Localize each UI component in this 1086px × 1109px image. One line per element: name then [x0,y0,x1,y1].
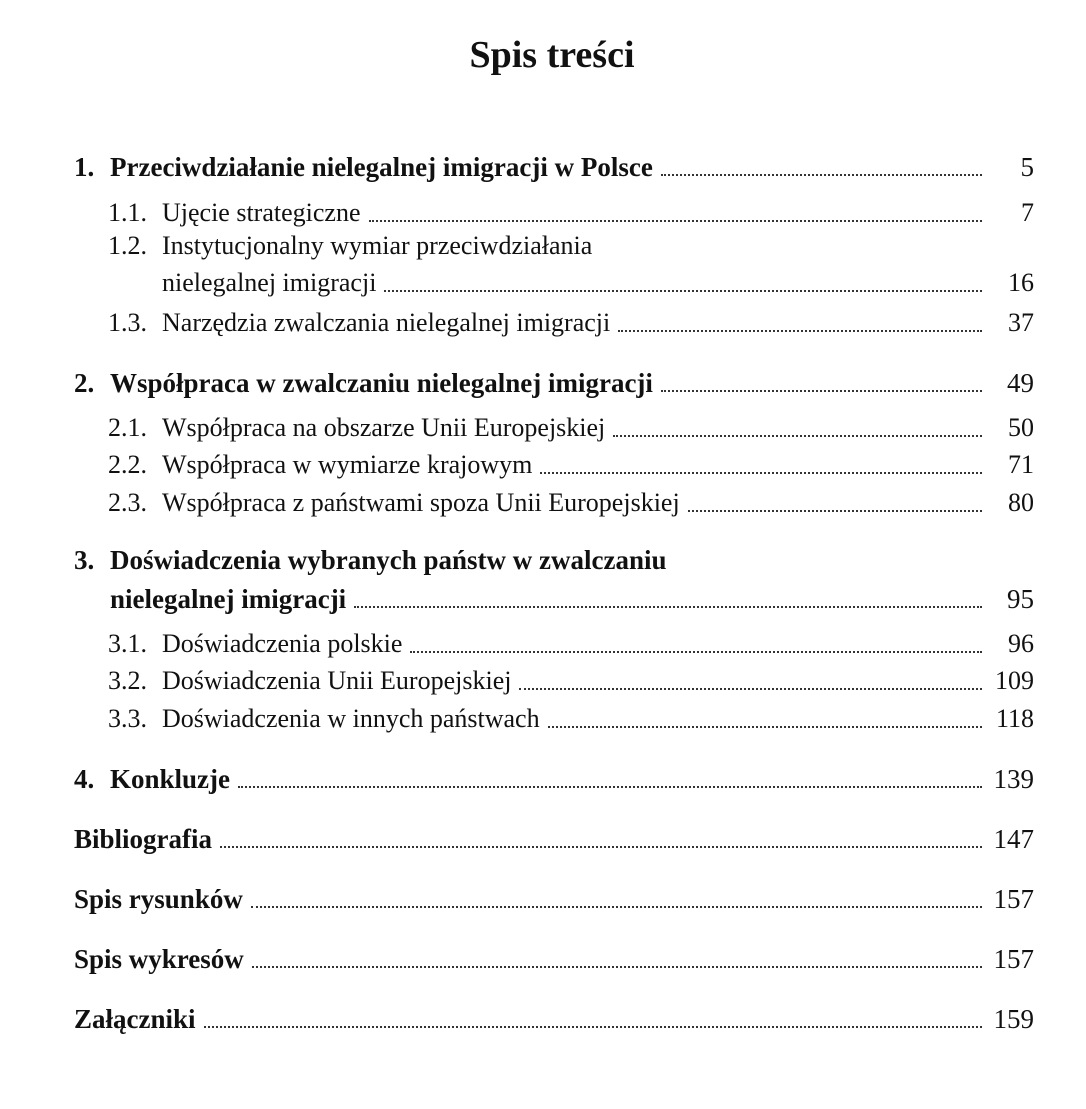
leader-dots [661,390,982,392]
toc-entry-spis-rysunkow[interactable] [74,876,1034,916]
entry-page: 49 [1007,368,1034,398]
entry-page: 37 [1008,308,1034,337]
toc-entry-bibliografia[interactable] [74,816,1034,856]
leader-dots [238,786,982,788]
toc-entry-3-3[interactable] [74,696,1034,736]
leader-dots [220,846,982,848]
entry-page: 50 [1008,413,1034,442]
toc-entry-3[interactable] [74,576,1034,616]
entry-page: 80 [1008,488,1034,517]
entry-number: 3. [74,545,95,575]
entry-number: 3.2. [108,666,147,695]
entry-number: 2.2. [108,450,147,479]
entry-page: 118 [995,704,1034,733]
toc-entry-2-2[interactable] [74,442,1034,482]
entry-label: Doświadczenia Unii Europejskiej [162,666,512,695]
entry-number: 1. [74,152,95,182]
toc-entry-1-2-line1[interactable] [108,229,592,263]
toc-entry-2-3[interactable] [74,480,1034,520]
page-title: Spis treści [469,34,635,76]
leader-dots [369,220,983,222]
entry-number: 4. [74,764,95,794]
toc-entry-spis-wykresow[interactable] [74,936,1034,976]
toc-entry-zalaczniki[interactable] [74,996,1034,1036]
entry-label: Ujęcie strategiczne [162,198,361,227]
entry-page: 147 [993,824,1034,854]
leader-dots [613,435,982,437]
leader-dots [548,726,982,728]
entry-number: 2. [74,368,95,398]
entry-page: 157 [993,944,1034,974]
toc-entry-1-1[interactable] [74,190,1034,230]
leader-dots [252,966,982,968]
toc-entry-2-1[interactable] [74,405,1034,445]
entry-page: 157 [993,884,1034,914]
entry-label: Współpraca w wymiarze krajowym [162,450,533,479]
entry-label: Załączniki [74,1004,196,1034]
entry-number: 2.3. [108,488,147,517]
entry-label: nielegalnej imigracji [162,268,377,297]
entry-number: 3.3. [108,704,147,733]
toc-entry-1-3[interactable] [74,300,1034,340]
entry-label: nielegalnej imigracji [110,584,347,614]
entry-label-line1: Instytucjonalny wymiar przeciwdziałania [162,231,593,260]
entry-label: Współpraca z państwami spoza Unii Europejskiej [162,488,680,517]
entry-number: 3.1. [108,629,147,658]
leader-dots [384,290,982,292]
entry-label: Doświadczenia polskie [162,629,403,658]
toc-entry-3-2[interactable] [74,658,1034,698]
entry-number: 1.3. [108,308,147,337]
entry-label-line1: Doświadczenia wybranych państw w zwalczaniu [110,545,667,575]
leader-dots [204,1026,982,1028]
leader-dots [251,906,982,908]
leader-dots [618,330,982,332]
entry-page: 7 [1021,198,1034,227]
leader-dots [354,606,982,608]
entry-page: 109 [995,666,1034,695]
toc-entry-1-2[interactable] [74,260,1034,300]
entry-page: 5 [1020,152,1034,182]
toc-entry-2[interactable] [74,360,1034,400]
leader-dots [661,174,982,176]
entry-label: Narzędzia zwalczania nielegalnej imigracji [162,308,611,337]
entry-label: Doświadczenia w innych państwach [162,704,540,733]
toc-entry-4[interactable] [74,756,1034,796]
entry-page: 159 [993,1004,1034,1034]
toc-entry-3-line1[interactable] [74,543,667,577]
entry-number: 2.1. [108,413,147,442]
entry-label: Współpraca w zwalczaniu nielegalnej imigracji [110,368,653,398]
entry-page: 96 [1008,629,1034,658]
entry-number: 1.1. [108,198,147,227]
entry-label: Współpraca na obszarze Unii Europejskiej [162,413,606,442]
leader-dots [688,510,982,512]
entry-page: 139 [993,764,1034,794]
toc-entry-3-1[interactable] [74,621,1034,661]
entry-label: Konkluzje [110,764,231,794]
entry-page: 16 [1008,268,1034,297]
leader-dots [410,651,982,653]
entry-page: 71 [1008,450,1034,479]
toc-entry-1[interactable] [74,144,1034,184]
entry-label: Spis rysunków [74,884,243,914]
leader-dots [540,472,982,474]
leader-dots [519,688,982,690]
entry-label: Bibliografia [74,824,213,854]
entry-page: 95 [1007,584,1034,614]
entry-label: Przeciwdziałanie nielegalnej imigracji w Polsce [110,152,653,182]
entry-number: 1.2. [108,231,147,260]
entry-label: Spis wykresów [74,944,244,974]
